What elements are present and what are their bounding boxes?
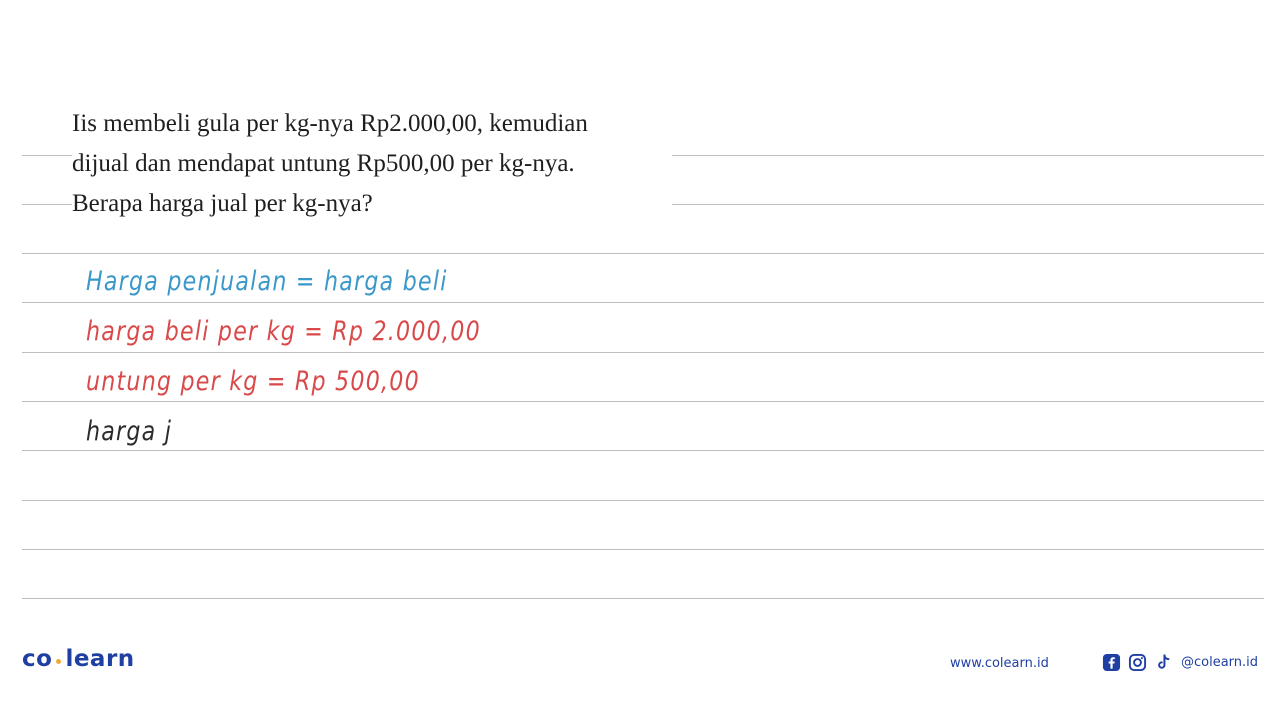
ruled-line	[22, 450, 1264, 451]
social-links	[1101, 652, 1258, 672]
handwriting-line-4: harga j	[86, 416, 173, 447]
handwriting-line-3: untung per kg = Rp 500,00	[86, 366, 420, 397]
question-line: Berapa harga jual per kg-nya?	[72, 190, 373, 217]
instagram-icon[interactable]	[1127, 652, 1147, 672]
question-line: dijual dan mendapat untung Rp500,00 per kg-nya.	[72, 150, 575, 177]
ruled-line	[22, 549, 1264, 550]
question-text	[72, 104, 672, 224]
tiktok-icon[interactable]	[1153, 652, 1173, 672]
website-link[interactable]: www.colearn.id	[950, 656, 1049, 671]
logo-text-learn: learn	[65, 646, 135, 672]
facebook-icon[interactable]	[1101, 652, 1121, 672]
logo-dot	[56, 659, 61, 664]
ruled-line	[22, 500, 1264, 501]
social-handle[interactable]: @colearn.id	[1181, 654, 1259, 670]
handwriting-line-2: harga beli per kg = Rp 2.000,00	[86, 316, 481, 347]
ruled-line	[22, 352, 1264, 353]
question-line: Iis membeli gula per kg-nya Rp2.000,00, kemudian	[72, 110, 588, 137]
ruled-line	[22, 598, 1264, 599]
ruled-line	[22, 302, 1264, 303]
ruled-line	[22, 253, 1264, 254]
colearn-logo	[22, 646, 135, 672]
ruled-line	[22, 401, 1264, 402]
handwriting-line-1: Harga penjualan = harga beli	[86, 266, 448, 297]
logo-text-co: co	[22, 646, 53, 672]
